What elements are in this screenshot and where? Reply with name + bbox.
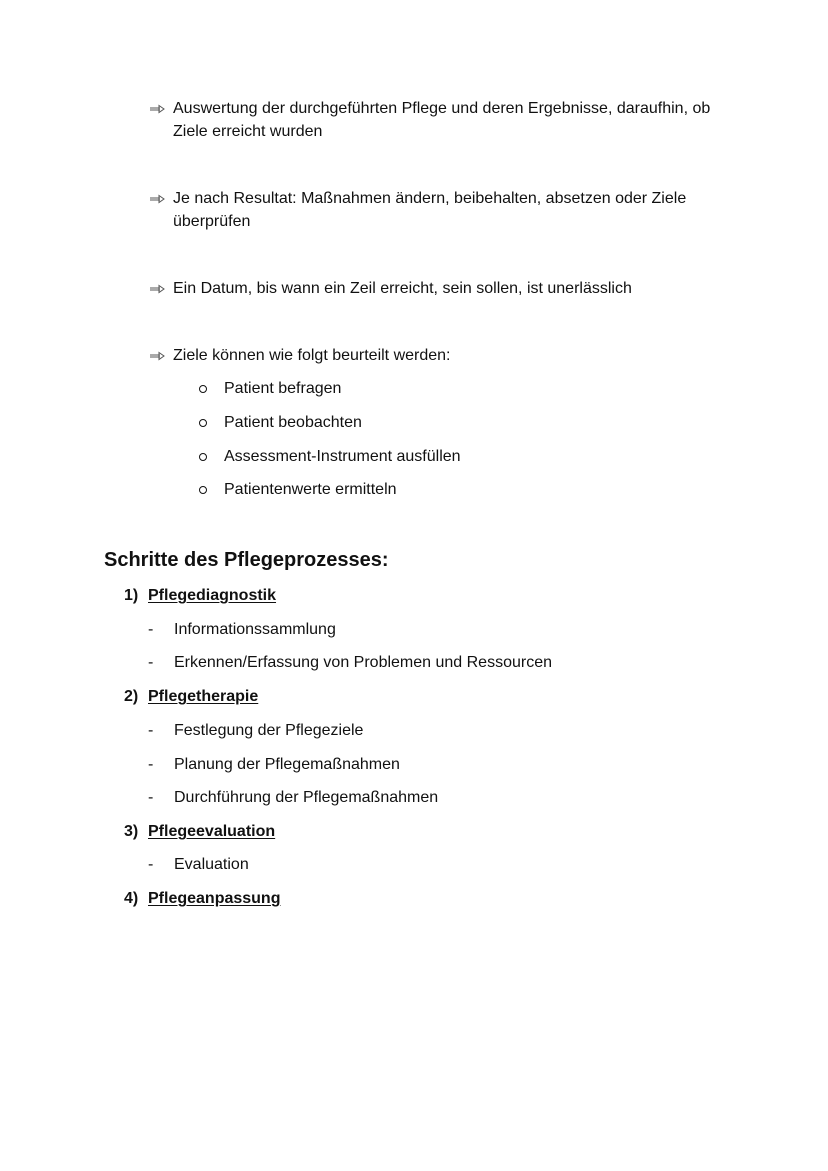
evaluation-method-text: Assessment-Instrument ausfüllen [224,448,461,465]
step-number: 1) [124,587,139,604]
arrow-list-item [148,344,728,367]
arrow-item-text: Ziele können wie folgt beurteilt werden: [173,347,451,364]
step-title: Pflegetherapie [148,688,259,705]
evaluation-method-item [199,413,362,433]
step-item-text: Planung der Pflegemaßnahmen [174,756,400,773]
circle-bullet-icon [199,453,207,461]
step-item-text: Informationssammlung [174,621,336,638]
dash-bullet: - [148,856,154,873]
dash-bullet: - [148,722,154,739]
arrow-list-item [148,97,728,143]
right-arrow-icon [148,277,166,300]
circle-bullet-icon [199,419,207,427]
circle-bullet-icon [199,486,207,494]
step-list-item [148,721,363,741]
evaluation-method-text: Patientenwerte ermitteln [224,481,397,498]
evaluation-method-item [199,447,461,467]
section-heading: Schritte des Pflegeprozesses: [104,549,389,571]
arrow-list-item [148,187,728,233]
step-item-text: Festlegung der Pflegeziele [174,722,364,739]
dash-bullet: - [148,789,154,806]
step-number: 4) [124,890,139,907]
arrow-item-text: Auswertung der durchgeführten Pflege und deren Ergebnisse, daraufhin, ob Ziele erreicht wurden [173,100,711,140]
dash-bullet: - [148,654,154,671]
evaluation-method-item [199,480,397,500]
evaluation-method-item [199,379,341,399]
evaluation-method-text: Patient befragen [224,380,342,397]
arrow-item-text: Ein Datum, bis wann ein Zeil erreicht, sein sollen, ist unerlässlich [173,280,632,297]
step-heading [124,586,276,606]
step-title: Pflegeanpassung [148,890,281,907]
right-arrow-icon [148,187,166,210]
dash-bullet: - [148,621,154,638]
step-list-item [148,788,438,808]
step-list-item [148,653,552,673]
step-title: Pflegediagnostik [148,587,277,604]
step-number: 2) [124,688,139,705]
step-heading [124,889,280,909]
right-arrow-icon [148,97,166,120]
step-heading [124,822,275,842]
right-arrow-icon [148,344,166,367]
step-item-text: Durchführung der Pflegemaßnahmen [174,789,439,806]
arrow-item-text: Je nach Resultat: Maßnahmen ändern, beibehalten, absetzen oder Ziele überprüfen [173,190,687,230]
evaluation-method-text: Patient beobachten [224,414,362,431]
step-item-text: Erkennen/Erfassung von Problemen und Ressourcen [174,654,552,671]
step-list-item [148,620,336,640]
step-list-item [148,755,400,775]
circle-bullet-icon [199,385,207,393]
dash-bullet: - [148,756,154,773]
step-list-item [148,855,249,875]
step-title: Pflegeevaluation [148,823,276,840]
arrow-list-item [148,277,728,300]
step-heading [124,687,258,707]
step-number: 3) [124,823,139,840]
step-item-text: Evaluation [174,856,249,873]
